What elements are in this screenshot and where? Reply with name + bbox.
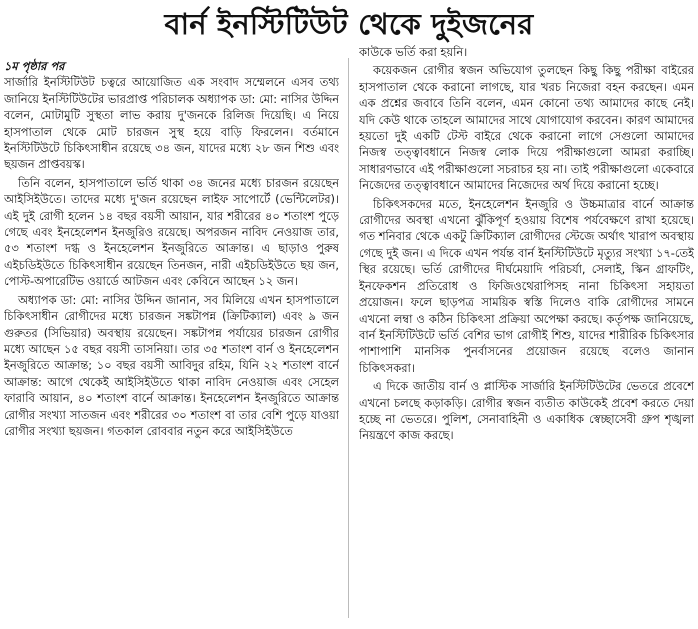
paragraph: চিকিৎসকদের মতে, ইনহেলেশন ইনজুরি ও উচ্চমাত্রার বার্নে আক্রান্ত রোগীদের অবস্থা এখনো ঝুঁকিপূর্ণ হওয়ায় বিশেষ পর্যবেক্ষণে রাখা হয়েছে। গত শনিবার থেকে একটু ক্রিটিক্যাল রোগীদের স্টেজে অর্থাৎ খারাপ অবস্থায় গেছে দুই জন। এ দিকে এখন পর্যন্ত বার্ন ইনস্টিটিউটে মৃত্যুর সংখ্যা ১৭-তেই স্থির রয়েছে। ভর্তি রোগীদের দীর্ঘমেয়াদি পরিচর্যা, সেলাই, স্কিন গ্রাফটিং, ইনফেকশন প্রতিরোধ ও ফিজিওথেরাপিসহ নানা চিকিৎসা সহায়তা প্রয়োজন। ফলে ছাড়পত্র সাময়িক স্বস্তি দিলেও বাকি রোগীদের সামনে এখনো লম্বা ও কঠিন চিকিৎসা প্রক্রিয়া অপেক্ষা করছে। কর্তৃপক্ষ জানিয়েছে, বার্ন ইনস্টিটিউটে ভর্তি বেশির ভাগ রোগীই শিশু, যাদের শারীরিক চিকিৎসার পাশাপাশি মানসিক পুনর্বাসনের প্রয়োজন রয়েছে বলেও জানান চিকিৎসকরা। [359,196,694,375]
article-column-right [359,44,694,626]
column-divider [348,58,349,618]
paragraph: এ দিকে জাতীয় বার্ন ও প্লাস্টিক সার্জারি ইনস্টিটিউটের ভেতরে প্রবেশে এখনো চলছে কড়াকড়ি। রোগীর স্বজন ব্যতীত কাউকেই প্রবেশ করতে দেয়া হচ্ছে না ভেতরে। পুলিশ, সেনাবাহিনী ও একাধিক স্বেচ্ছাসেবী গ্রুপ শৃঙ্খলা নিয়ন্ত্রণে কাজ করছে। [359,379,694,443]
paragraph: কয়েকজন রোগীর স্বজন অভিযোগ তুলছেন কিছু কিছু পরীক্ষা বাইরের হাসপাতাল থেকে করানো লাগছে, যার খরচ নিজেরা বহন করছেন। এমন এক প্রশ্নের জবাবে তিনি বলেন, এমন কোনো তথ্য আমাদের কাছে নেই। যদি কেউ থাকে তাহলে আমাদের সাথে যোগাযোগ করবেন। কারণ আমাদের হয়তো দুই একটি টেস্ট বাইরে থেকে করানো লাগে সেগুলো আমাদের নিজস্ব তত্ত্বাবধানে নিজস্ব লোক দিয়ে পরীক্ষাগুলো আমরা করাচ্ছি। সাধারণভাবে এই পরীক্ষাগুলো সচরাচর হয় না। তাই পরীক্ষাগুলো একেবারে নিজেদের তত্ত্বাবধানে আমাদের নিজেদের অর্থ দিয়ে করানো হচ্ছে। [359,63,694,193]
paragraph: সার্জারি ইনস্টিটিউট চত্বরে আয়োজিত এক সংবাদ সম্মেলনে এসব তথ্য জানিয়ে ইনস্টিটিউটের ভারপ্রাপ্ত পরিচালক অধ্যাপক ডা: মো: নাসির উদ্দিন বলেন, মোটামুটি সুস্থতা লাভ করায় দু'জনকে রিলিজ দিয়েছি। এ নিয়ে হাসপাতাল থেকে মোট চারজন সুস্থ হয়ে বাড়ি ফিরলেন। বর্তমানে ইনস্টিটিউটে চিকিৎসাধীন রয়েছে ৩৪ জন, যাদের মধ্যে ২৮ জন শিশু এবং ছয়জন প্রাপ্তবয়স্ক। [4,75,339,172]
continuation-label: ১ম পৃষ্ঠার পর [4,59,65,73]
paragraph: কাউকে ভর্তি করা হয়নি। [359,45,468,59]
paragraph: তিনি বলেন, হাসপাতালে ভর্তি থাকা ৩৪ জনের মধ্যে চারজন রয়েছেন আইসিইউতে। তাদের মধ্যে দু'জন রয়েছেন লাইফ সাপোর্টে (ভেন্টিলেটর)। এই দুই রোগী হলেন ১৪ বছর বয়সী আয়ান, যার শরীরের ৪০ শতাংশ পুড়ে গেছে এবং ইনহেলেশন ইনজুরিও রয়েছে। অপরজন নাবিদ নেওয়াজ তার, ৫৩ শতাংশ দগ্ধ ও ইনহেলেশন ইনজুরিতে আক্রান্ত। এ ছাড়াও পুরুষ এইচডিইউতে চিকিৎসাধীন রয়েছেন তিনজন, নারী এইচডিইউতে ছয় জন, পোস্ট-অপারেটিভ ওয়ার্ডে আটজন এবং কেবিনে আছেন ১২ জন। [4,175,339,289]
paragraph: অধ্যাপক ডা: মো: নাসির উদ্দিন জানান, সব মিলিয়ে এখন হাসপাতালে চিকিৎসাধীন রোগীদের মধ্যে চারজন সঙ্কটাপন্ন (ক্রিটিক্যাল) এবং ৯ জন গুরুতর (সিভিয়ার) অবস্থায় রয়েছেন। সঙ্কটাপন্ন পর্যায়ের চারজন রোগীর মধ্যে আছেন ১৫ বছর বয়সী তাসনিয়া। তার ৩৫ শতাংশ বার্ন ও ইনহেলেশন ইনজুরিতে আক্রান্ত; ১০ বছর বয়সী আবিদুর রহিম, যিনি ২২ শতাংশ বার্নে আক্রান্ত: আগে থেকেই আইসিইউতে থাকা নাবিদ নেওয়াজ এবং সেহেল ফারাবি আয়ান, ৪০ শতাংশ বার্নে আক্রান্ত। ইনহেলেশন ইনজুরিতে আক্রান্ত রোগীর সংখ্যা সাতজন এবং শরীরের ৩০ শতাংশ বা তার বেশি পুড়ে যাওয়া রোগীর সংখ্যা ছয়জন। গতকাল রোববার নতুন করে আইসিইউতে [4,292,339,438]
article-column-left [4,58,339,626]
headline: বার্ন ইনস্টিটিউট থেকে দুইজনের [164,7,534,41]
